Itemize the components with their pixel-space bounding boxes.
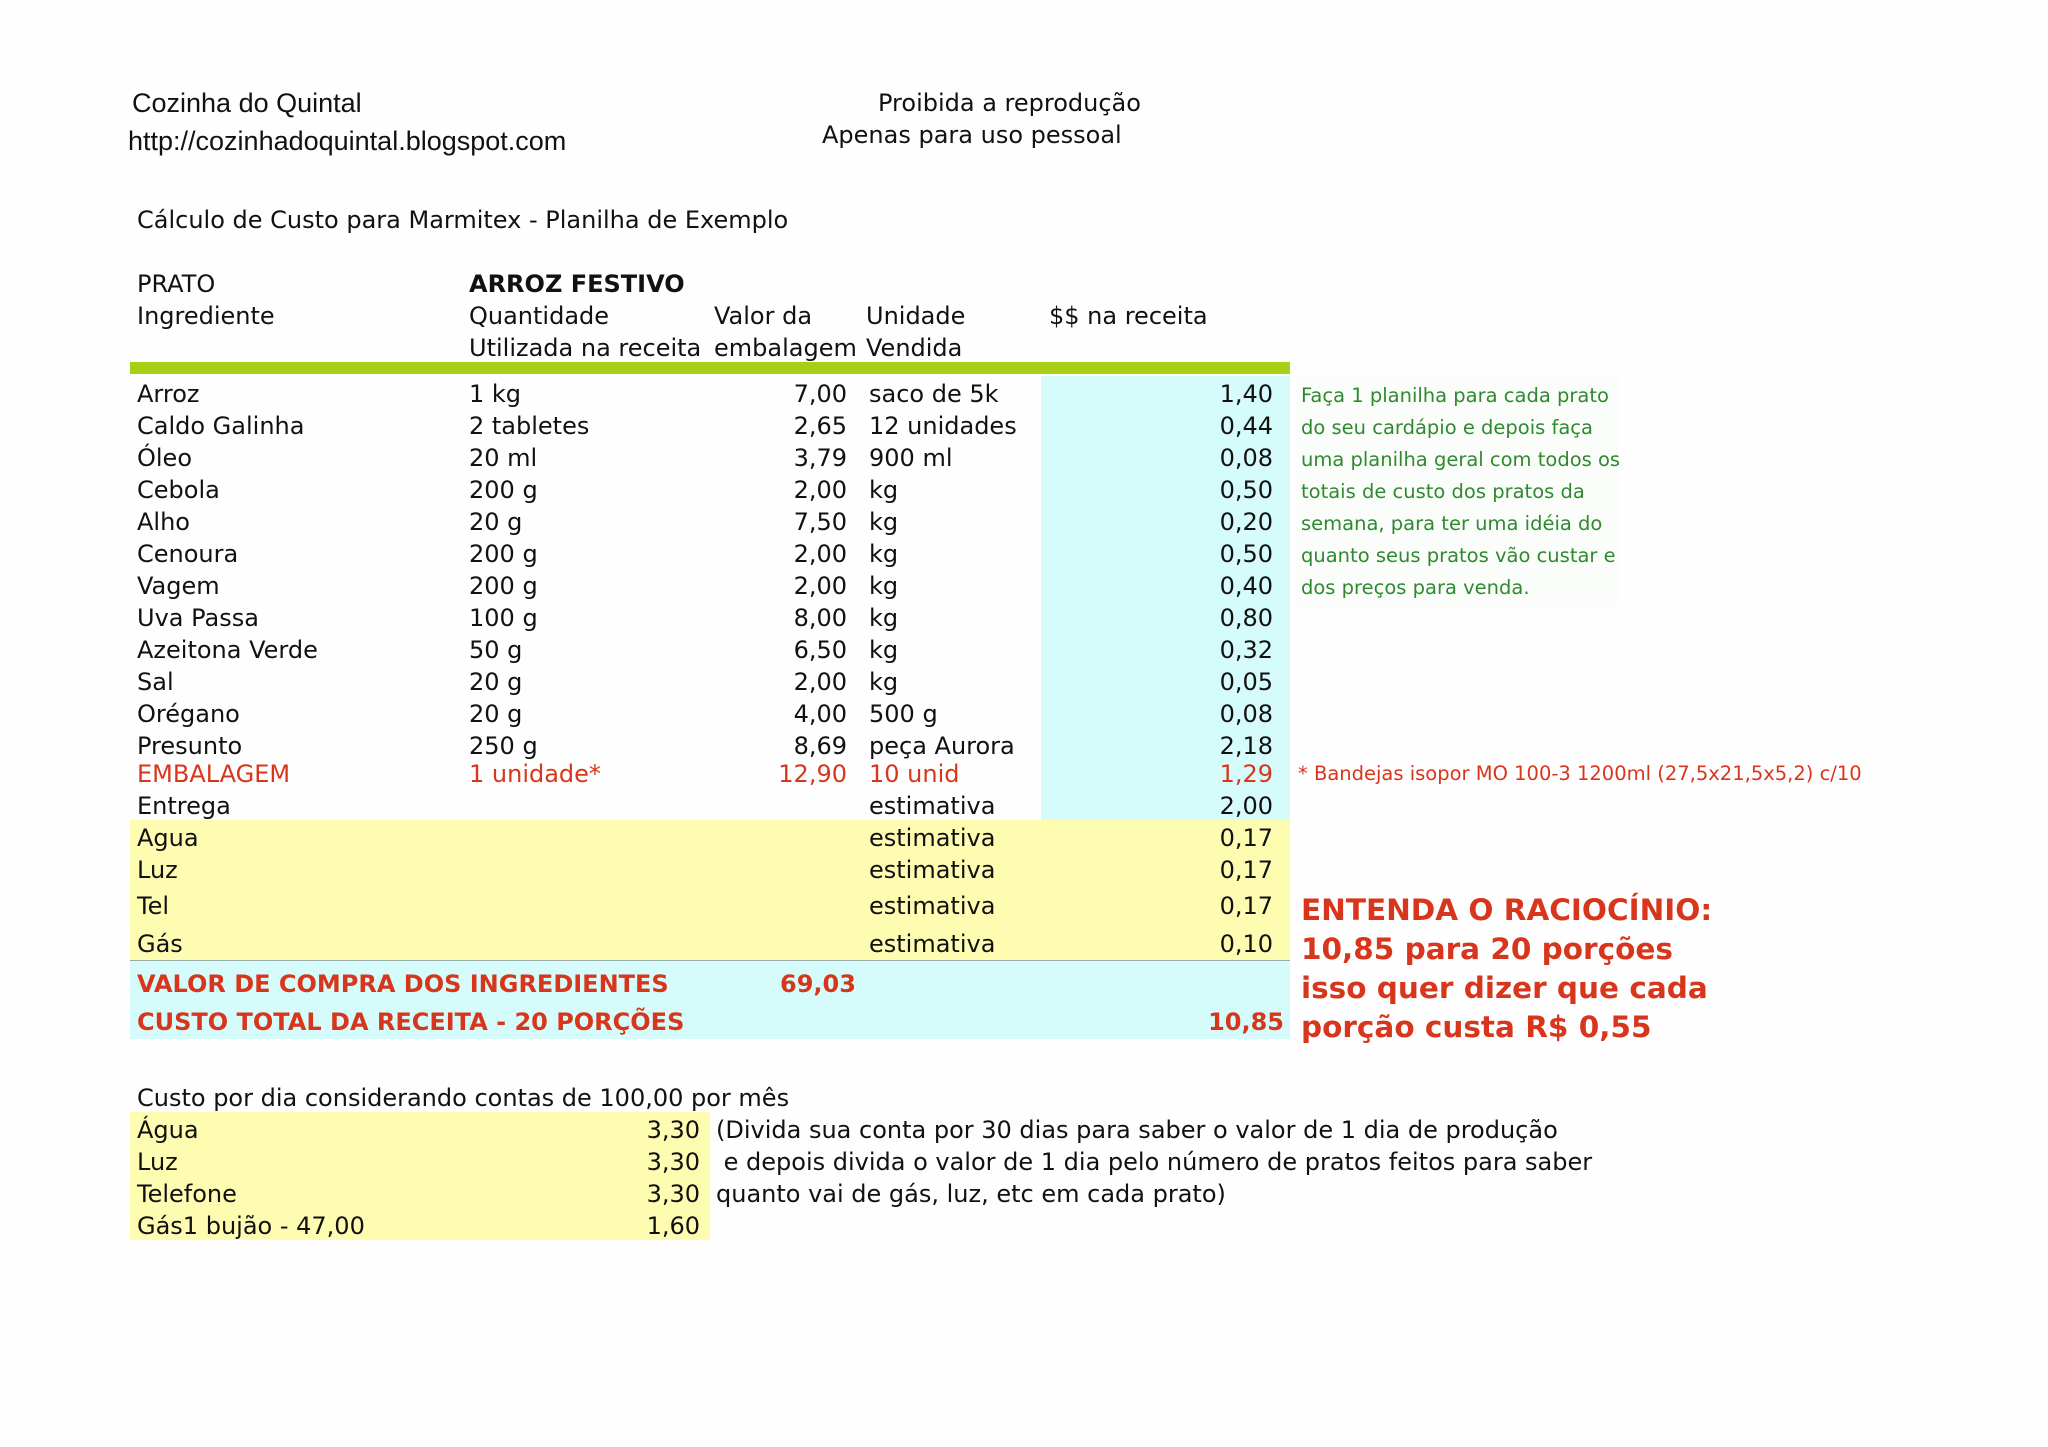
packaging-value: 12,90	[778, 760, 847, 788]
packaging-note: * Bandejas isopor MO 100-3 1200ml (27,5x21,5x5,2) c/10	[1298, 762, 1862, 785]
ingredient-row	[130, 634, 1290, 666]
side-note-line: quanto seus pratos vão custar e	[1301, 544, 1616, 567]
ingredient-row	[130, 474, 1290, 506]
ingredient-value: 2,00	[793, 668, 847, 696]
ingredient-cost: 0,05	[1219, 668, 1273, 696]
ingredient-unit: kg	[869, 572, 899, 600]
packaging-row	[130, 758, 1290, 790]
delivery-unit: estimativa	[869, 792, 996, 820]
utility-name: Tel	[137, 892, 170, 920]
col-value-2: embalagem	[714, 334, 857, 362]
col-ingredient: Ingrediente	[137, 302, 275, 330]
packaging-unit: 10 unid	[869, 760, 960, 788]
reasoning-line: 10,85 para 20 porções	[1301, 932, 1673, 966]
utility-name: Luz	[137, 856, 178, 884]
col-cost: $$ na receita	[1049, 302, 1208, 330]
side-note-line: Faça 1 planilha para cada prato	[1301, 384, 1609, 407]
ingredient-qty: 250 g	[469, 732, 538, 760]
accent-bar	[130, 362, 1290, 374]
side-note-line: dos preços para venda.	[1301, 576, 1530, 599]
purchase-total-value: 69,03	[780, 970, 856, 998]
ingredient-cost: 0,44	[1219, 412, 1273, 440]
ingredient-cost: 0,08	[1219, 700, 1273, 728]
monthly-item-name: Telefone	[137, 1180, 237, 1208]
ingredient-name: Vagem	[137, 572, 220, 600]
ingredient-name: Arroz	[137, 380, 200, 408]
ingredient-qty: 100 g	[469, 604, 538, 632]
ingredient-qty: 20 g	[469, 700, 523, 728]
ingredient-qty: 20 g	[469, 668, 523, 696]
ingredient-row	[130, 378, 1290, 410]
side-note-line: uma planilha geral com todos os	[1301, 448, 1621, 471]
monthly-row	[130, 1210, 710, 1242]
sheet-title: Cálculo de Custo para Marmitex - Planilha de Exemplo	[137, 206, 789, 234]
ingredient-qty: 200 g	[469, 572, 538, 600]
ingredient-value: 7,00	[793, 380, 847, 408]
reasoning-line: porção custa R$ 0,55	[1301, 1010, 1652, 1044]
ingredient-value: 2,00	[793, 476, 847, 504]
ingredient-unit: 500 g	[869, 700, 938, 728]
ingredient-cost: 1,40	[1219, 380, 1273, 408]
site-name: Cozinha do Quintal	[132, 88, 362, 118]
utility-unit: estimativa	[869, 856, 996, 884]
monthly-title: Custo por dia considerando contas de 100,00 por mês	[137, 1084, 790, 1112]
ingredient-row	[130, 698, 1290, 730]
monthly-item-name: Gás1 bujão - 47,00	[137, 1212, 365, 1240]
ingredient-unit: kg	[869, 668, 899, 696]
notice-reproduction: Proibida a reprodução	[878, 89, 1141, 117]
col-value-1: Valor da	[714, 302, 813, 330]
ingredient-unit: kg	[869, 476, 899, 504]
utility-row	[130, 822, 1290, 854]
monthly-row	[130, 1114, 710, 1146]
ingredient-cost: 0,08	[1219, 444, 1273, 472]
packaging-name: EMBALAGEM	[137, 760, 291, 788]
ingredient-unit: kg	[869, 636, 899, 664]
recipe-total-value: 10,85	[1208, 1008, 1284, 1036]
ingredient-name: Caldo Galinha	[137, 412, 305, 440]
ingredient-qty: 1 kg	[469, 380, 522, 408]
ingredient-value: 4,00	[793, 700, 847, 728]
ingredient-unit: kg	[869, 540, 899, 568]
monthly-item-name: Água	[137, 1116, 199, 1144]
ingredient-name: Alho	[137, 508, 190, 536]
ingredient-name: Azeitona Verde	[137, 636, 318, 664]
site-url[interactable]: http://cozinhadoquintal.blogspot.com	[128, 126, 567, 156]
reasoning-line: isso quer dizer que cada	[1301, 971, 1708, 1005]
reasoning-line: ENTENDA O RACIOCÍNIO:	[1301, 893, 1713, 927]
ingredient-row	[130, 410, 1290, 442]
utility-row	[130, 928, 1290, 960]
ingredient-value: 8,69	[793, 732, 847, 760]
ingredient-qty: 20 ml	[469, 444, 538, 472]
monthly-item-value: 3,30	[646, 1148, 700, 1176]
ingredient-name: Óleo	[137, 444, 193, 472]
utility-cost: 0,17	[1219, 856, 1273, 884]
ingredient-name: Orégano	[137, 700, 240, 728]
recipe-total-label: CUSTO TOTAL DA RECEITA - 20 PORÇÕES	[137, 1008, 685, 1036]
ingredient-value: 2,00	[793, 540, 847, 568]
ingredient-qty: 20 g	[469, 508, 523, 536]
utility-unit: estimativa	[869, 892, 996, 920]
ingredient-cost: 0,40	[1219, 572, 1273, 600]
utility-cost: 0,17	[1219, 892, 1273, 920]
ingredient-qty: 2 tabletes	[469, 412, 590, 440]
col-qty-1: Quantidade	[469, 302, 610, 330]
ingredient-unit: saco de 5k	[869, 380, 999, 408]
monthly-item-value: 3,30	[646, 1116, 700, 1144]
delivery-name: Entrega	[137, 792, 231, 820]
dish-label: PRATO	[137, 270, 216, 298]
utility-unit: estimativa	[869, 824, 996, 852]
ingredient-unit: peça Aurora	[869, 732, 1015, 760]
ingredient-cost: 0,32	[1219, 636, 1273, 664]
ingredient-name: Uva Passa	[137, 604, 259, 632]
ingredient-row	[130, 442, 1290, 474]
monthly-note-line: quanto vai de gás, luz, etc em cada prato)	[716, 1180, 1226, 1208]
delivery-row	[130, 790, 1290, 822]
ingredient-cost: 0,80	[1219, 604, 1273, 632]
packaging-cost: 1,29	[1219, 760, 1273, 788]
ingredient-qty: 50 g	[469, 636, 523, 664]
ingredient-row	[130, 602, 1290, 634]
ingredient-value: 8,00	[793, 604, 847, 632]
side-note-line: totais de custo dos pratos da	[1301, 480, 1585, 503]
utility-unit: estimativa	[869, 930, 996, 958]
col-unit-2: Vendida	[866, 334, 963, 362]
ingredient-qty: 200 g	[469, 540, 538, 568]
ingredient-unit: 12 unidades	[869, 412, 1017, 440]
ingredient-cost: 0,20	[1219, 508, 1273, 536]
monthly-row	[130, 1178, 710, 1210]
ingredient-value: 6,50	[793, 636, 847, 664]
ingredient-cost: 0,50	[1219, 476, 1273, 504]
utility-name: Gás	[137, 930, 183, 958]
ingredient-row	[130, 570, 1290, 602]
monthly-item-value: 3,30	[646, 1180, 700, 1208]
utility-cost: 0,10	[1219, 930, 1273, 958]
ingredient-value: 7,50	[793, 508, 847, 536]
ingredient-unit: kg	[869, 604, 899, 632]
monthly-item-name: Luz	[137, 1148, 178, 1176]
ingredient-unit: 900 ml	[869, 444, 953, 472]
ingredient-value: 3,79	[793, 444, 847, 472]
monthly-item-value: 1,60	[646, 1212, 700, 1240]
ingredient-cost: 0,50	[1219, 540, 1273, 568]
ingredient-value: 2,00	[793, 572, 847, 600]
monthly-note-line: e depois divida o valor de 1 dia pelo número de pratos feitos para saber	[716, 1148, 1593, 1176]
ingredient-cost: 2,18	[1219, 732, 1273, 760]
utility-row	[130, 890, 1290, 922]
side-note-line: semana, para ter uma idéia do	[1301, 512, 1603, 535]
ingredient-row	[130, 538, 1290, 570]
col-qty-2: Utilizada na receita	[469, 334, 702, 362]
col-unit-1: Unidade	[866, 302, 966, 330]
dish-name: ARROZ FESTIVO	[469, 270, 685, 298]
purchase-total-label: VALOR DE COMPRA DOS INGREDIENTES	[137, 970, 669, 998]
ingredient-value: 2,65	[793, 412, 847, 440]
ingredient-qty: 200 g	[469, 476, 538, 504]
notice-personal-use: Apenas para uso pessoal	[822, 121, 1122, 149]
ingredient-row	[130, 666, 1290, 698]
ingredient-name: Cenoura	[137, 540, 239, 568]
monthly-note-line: (Divida sua conta por 30 dias para saber o valor de 1 dia de produção	[716, 1116, 1558, 1144]
monthly-row	[130, 1146, 710, 1178]
utility-name: Agua	[137, 824, 199, 852]
side-note-line: do seu cardápio e depois faça	[1301, 416, 1593, 439]
ingredient-unit: kg	[869, 508, 899, 536]
delivery-cost: 2,00	[1219, 792, 1273, 820]
ingredient-row	[130, 506, 1290, 538]
ingredient-name: Cebola	[137, 476, 220, 504]
packaging-qty: 1 unidade*	[469, 760, 601, 788]
utility-cost: 0,17	[1219, 824, 1273, 852]
ingredient-name: Presunto	[137, 732, 243, 760]
utility-row	[130, 854, 1290, 886]
ingredient-name: Sal	[137, 668, 174, 696]
